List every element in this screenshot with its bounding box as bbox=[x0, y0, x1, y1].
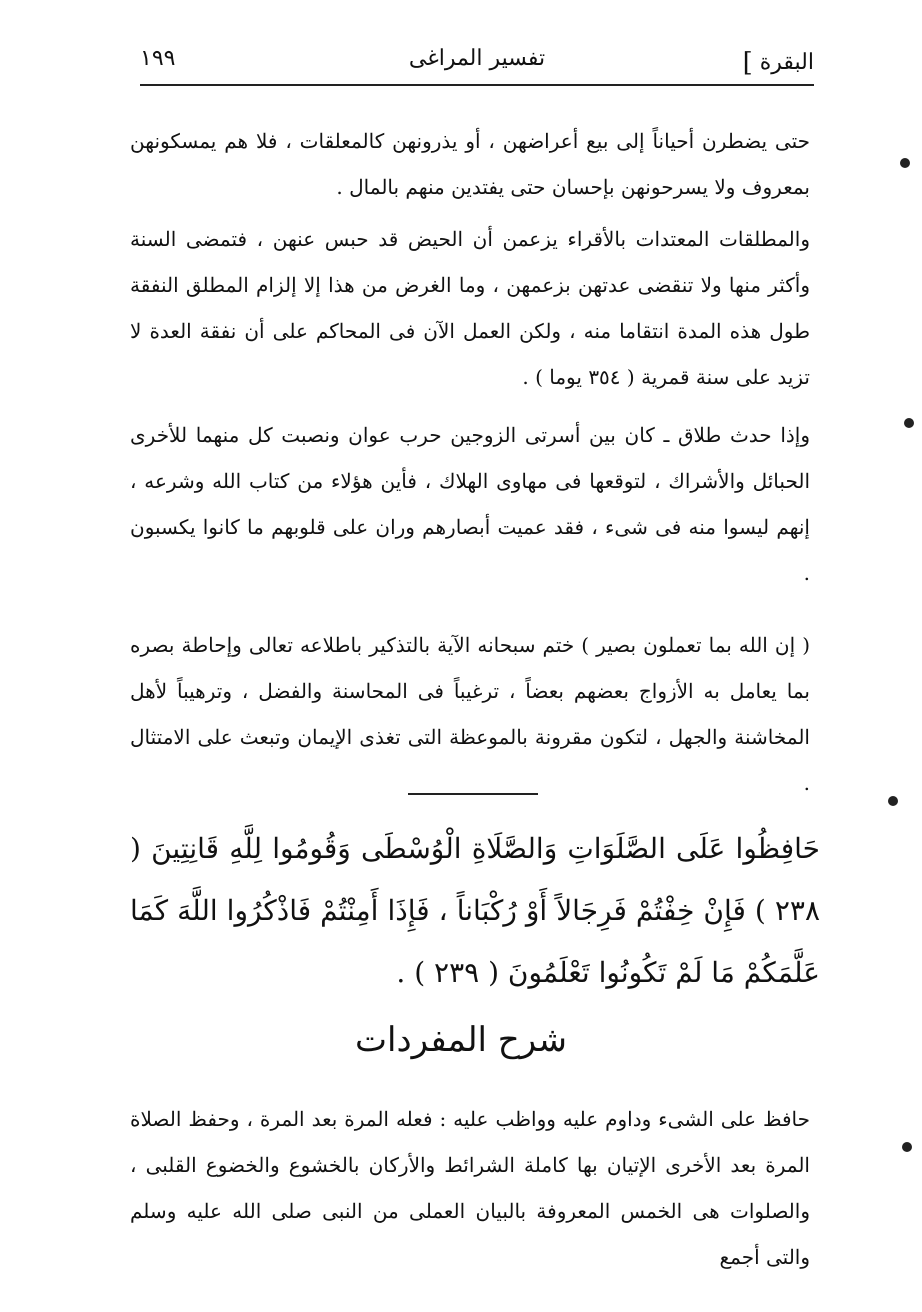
scan-speck bbox=[904, 418, 914, 428]
book-title: تفسير المراغى bbox=[408, 46, 546, 71]
running-header bbox=[140, 40, 814, 86]
paragraph: وإذا حدث طلاق ـ كان بين أسرتى الزوجين حرب عوان ونصبت كل منهما للأخرى الحبائل والأشراك ، لتوقعها فى مهاوى الهلاك ، فأين هؤلاء من كتاب الله وشرعه ، إنهم ليسوا منه فى شىء ، فقد عميت أبصارهم وران على قلوبهم ما كانوا يكسبون . bbox=[130, 423, 810, 585]
scan-speck bbox=[902, 1142, 912, 1152]
paragraph: والمطلقات المعتدات بالأقراء يزعمن أن الحيض قد حبس عنهن ، فتمضى السنة وأكثر منها ولا تنقضى عدتهن بزعمهن ، وما الغرض من هذا إلا إلزام المطلق النفقة طول هذه المدة انتقاما منه ، ولكن العمل الآن فى المحاكم على أن نفقة العدة لا تزيد على سنة قمرية ( ٣٥٤ يوما ) . bbox=[130, 227, 810, 389]
definitions-paragraph: حافظ على الشىء وداوم عليه وواظب عليه : فعله المرة بعد المرة ، وحفظ الصلاة المرة بعد الأخرى الإتيان بها كاملة الشرائط والأركان بالخشوع والخضوع القلبى ، والصلوات هى الخمس المعروفة بالبيان العملى من النبى صلى الله عليه وسلم والتى أجمع bbox=[130, 1107, 810, 1269]
scan-speck bbox=[888, 796, 898, 806]
section-divider bbox=[408, 793, 538, 795]
surah-name: البقرة ] bbox=[742, 48, 814, 78]
section-heading: شرح المفردات bbox=[354, 1020, 568, 1060]
page-number: ١٩٩ bbox=[140, 46, 176, 71]
scan-speck bbox=[900, 158, 910, 168]
quran-verse: حَافِظُوا عَلَى الصَّلَوَاتِ وَالصَّلَاةِ الْوُسْطَى وَقُومُوا لِلَّهِ قَانِتِينَ ( ٢٣٨ ) فَإِنْ خِفْتُمْ فَرِجَالاً أَوْ رُكْبَاناً ، فَإِذَا أَمِنْتُمْ فَاذْكُرُوا اللَّهَ كَمَا عَلَّمَكُمْ مَا لَمْ تَكُونُوا تَعْلَمُونَ ( ٢٣٩ ) . bbox=[130, 832, 820, 989]
paragraph: ( إن الله بما تعملون بصير ) ختم سبحانه الآية بالتذكير باطلاعه تعالى وإحاطة بصره بما يعامل به الأزواج بعضهم بعضاً ، ترغيباً فى المحاسنة والفضل ، وترهيباً لأهل المخاشنة والجهل ، لتكون مقرونة بالموعظة التى تغذى الإيمان وتبعث على الامتثال . bbox=[130, 633, 810, 795]
paragraph: حتى يضطرن أحياناً إلى بيع أعراضهن ، أو يذرونهن كالمعلقات ، فلا هم يمسكونهن بمعروف ولا يسرحونهن بإحسان حتى يفتدين منهم بالمال . bbox=[130, 129, 810, 199]
